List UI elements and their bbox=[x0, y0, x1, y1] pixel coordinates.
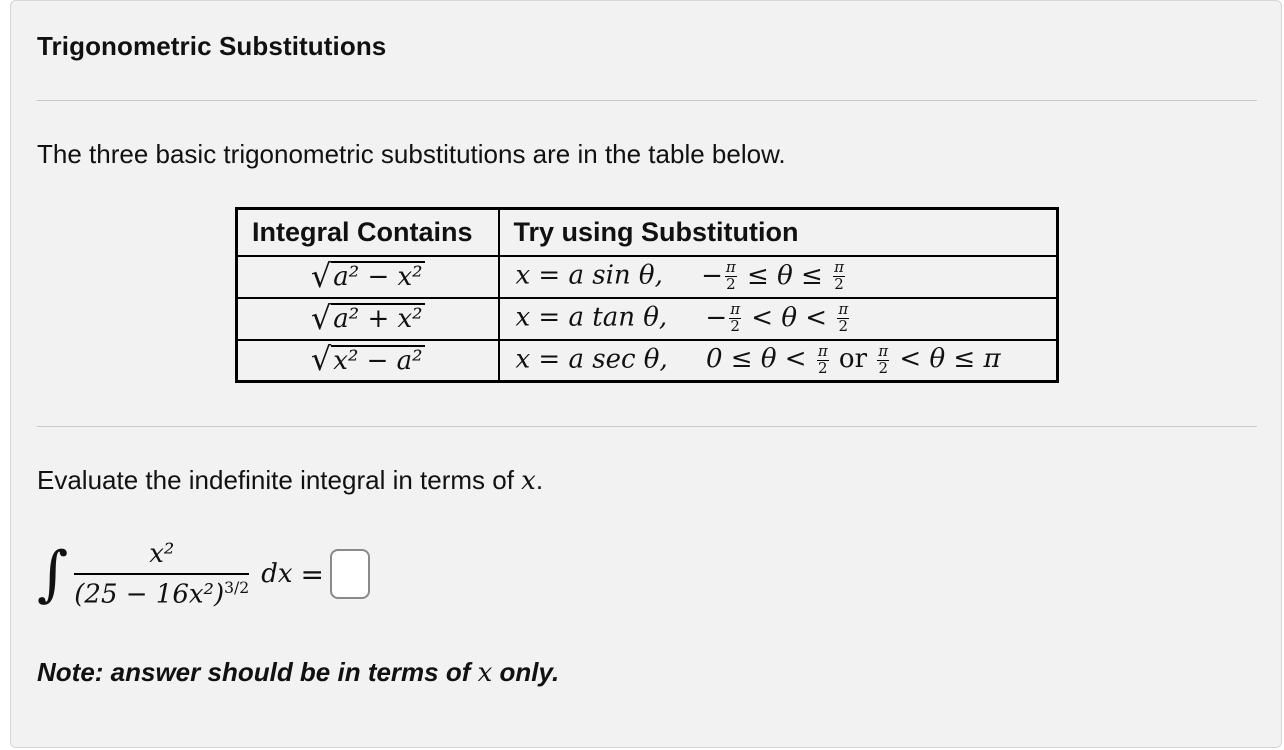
fraction-num: π bbox=[817, 342, 828, 360]
condition-mid: < θ < bbox=[743, 302, 836, 333]
denominator-base: (25 − 16x²) bbox=[74, 579, 225, 610]
table-row bbox=[237, 340, 1058, 382]
condition-tail: < θ ≤ π bbox=[891, 344, 1001, 375]
condition-left: − bbox=[701, 260, 723, 291]
condition-mid: or bbox=[830, 344, 876, 375]
sqrt-icon: √ bbox=[310, 256, 332, 295]
denominator-exponent: 3/2 bbox=[224, 578, 250, 597]
condition bbox=[701, 258, 847, 293]
integrand-numerator: x² bbox=[149, 538, 175, 569]
prompt-text bbox=[37, 465, 543, 496]
radicand: a² + x² bbox=[333, 303, 423, 334]
question-card bbox=[10, 0, 1282, 748]
answer-input[interactable] bbox=[330, 549, 370, 599]
fraction bbox=[877, 344, 889, 377]
fraction-den: 2 bbox=[834, 275, 844, 293]
radicand: a² − x² bbox=[333, 261, 423, 292]
condition-mid: ≤ θ ≤ bbox=[738, 260, 832, 291]
integral-expression bbox=[37, 529, 370, 619]
equals-sign: = bbox=[300, 557, 325, 591]
condition bbox=[705, 300, 851, 335]
fraction-den: 2 bbox=[838, 317, 849, 335]
fraction bbox=[833, 260, 845, 293]
header-integral-contains: Integral Contains bbox=[237, 209, 499, 256]
integral-sign-icon: ∫ bbox=[37, 539, 69, 609]
sqrt-expression bbox=[310, 340, 425, 379]
prompt-label: Evaluate the indefinite integral in terms of bbox=[37, 465, 522, 495]
fraction-den: 2 bbox=[726, 275, 736, 293]
substitution-cell bbox=[499, 340, 1058, 382]
divider bbox=[37, 426, 1257, 427]
fraction-num: π bbox=[838, 300, 849, 319]
substitution: x = a tan θ, bbox=[515, 302, 668, 333]
note-end: only. bbox=[492, 657, 560, 687]
differential: dx bbox=[261, 559, 293, 589]
sqrt-expression bbox=[310, 256, 425, 295]
condition bbox=[705, 342, 1001, 377]
fraction bbox=[729, 302, 741, 335]
substitution-cell bbox=[499, 298, 1058, 340]
fraction-den: 2 bbox=[878, 358, 888, 377]
note-text bbox=[37, 657, 559, 688]
radical-cell bbox=[237, 340, 499, 382]
fraction bbox=[725, 260, 737, 293]
variable: x bbox=[521, 466, 536, 496]
integrand-denominator bbox=[74, 573, 249, 610]
note-label: Note: answer should be in terms of bbox=[37, 657, 478, 687]
substitution: x = a sec θ, bbox=[515, 344, 668, 375]
section-title: Trigonometric Substitutions bbox=[37, 31, 387, 61]
intro-text: The three basic trigonometric substitutions are in the table below. bbox=[37, 139, 786, 169]
substitution-table bbox=[235, 207, 1059, 383]
divider bbox=[37, 100, 1257, 101]
substitution: x = a sin θ, bbox=[515, 260, 663, 291]
sqrt-icon: √ bbox=[310, 298, 332, 337]
integrand-fraction bbox=[74, 539, 249, 610]
fraction-num: π bbox=[725, 258, 736, 277]
radical-cell bbox=[237, 256, 499, 298]
variable: x bbox=[477, 658, 493, 688]
table-header-row bbox=[237, 209, 1058, 256]
fraction bbox=[837, 302, 849, 335]
table-row bbox=[237, 298, 1058, 340]
fraction-num: π bbox=[834, 258, 844, 277]
table-row bbox=[237, 256, 1058, 298]
fraction-den: 2 bbox=[817, 358, 828, 377]
sqrt-expression bbox=[310, 298, 425, 337]
radical-cell bbox=[237, 298, 499, 340]
fraction-num: π bbox=[730, 300, 741, 319]
prompt-end: . bbox=[535, 465, 544, 495]
radicand: x² − a² bbox=[333, 345, 423, 376]
fraction bbox=[817, 344, 829, 377]
fraction-num: π bbox=[878, 342, 889, 360]
fraction-den: 2 bbox=[730, 317, 740, 335]
sqrt-icon: √ bbox=[310, 340, 332, 379]
condition-left: − bbox=[705, 302, 728, 333]
substitution-cell bbox=[499, 256, 1058, 298]
condition-left: 0 ≤ θ < bbox=[705, 344, 815, 375]
header-try-substitution: Try using Substitution bbox=[499, 209, 1058, 256]
